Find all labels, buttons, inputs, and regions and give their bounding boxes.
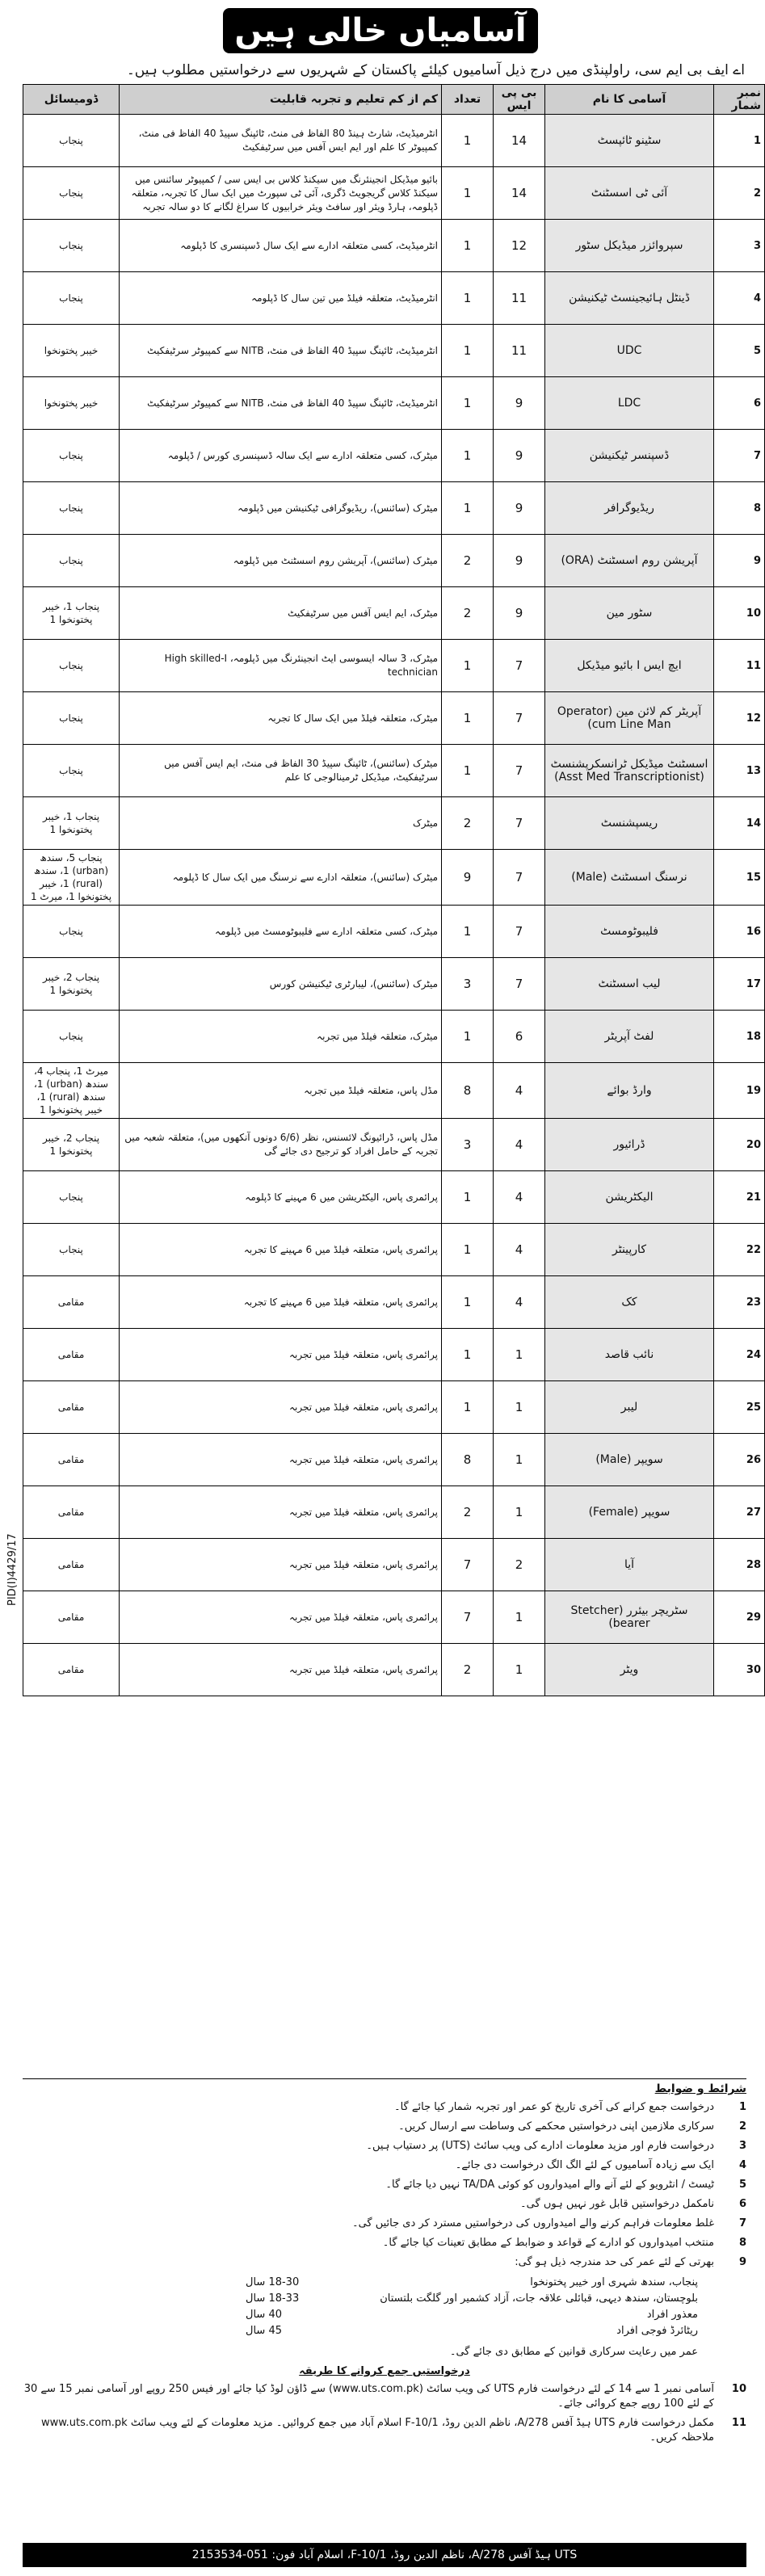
table-row xyxy=(23,1011,765,1063)
age-range: 45 سال xyxy=(246,2325,282,2337)
post-name-cell: سٹینو ٹائپسٹ xyxy=(545,115,714,167)
serial-cell: 21 xyxy=(714,1171,765,1224)
qualification-cell: پرائمری پاس، متعلقہ فیلڈ میں تجربہ xyxy=(120,1486,442,1539)
count-cell: 1 xyxy=(442,325,494,377)
qualification-cell: میٹرک (سائنس)، ٹائپنگ سپیڈ 30 الفاظ فی منٹ، ایم ایس آفس میں سرٹیفکیٹ، میڈیکل ٹرمینالوجی کا علم xyxy=(120,745,442,797)
serial-cell: 19 xyxy=(714,1063,765,1119)
count-cell: 3 xyxy=(442,1119,494,1171)
domicile-cell: پنجاب xyxy=(23,482,120,535)
post-name-cell: آیا xyxy=(545,1539,714,1591)
post-name-cell: الیکٹریشن xyxy=(545,1171,714,1224)
qualification-cell: انٹرمیڈیٹ، ٹائپنگ سپیڈ 40 الفاظ فی منٹ، NITB سے کمپیوٹر سرٹیفکیٹ xyxy=(120,325,442,377)
table-row xyxy=(23,1276,765,1329)
bps-cell: 9 xyxy=(494,587,545,640)
term-item xyxy=(23,2120,746,2134)
bps-cell: 7 xyxy=(494,640,545,692)
qualification-cell: میٹرک، کسی متعلقہ ادارے سے ایک سالہ ڈسپنسری کورس / ڈپلومہ xyxy=(120,430,442,482)
domicile-cell: پنجاب xyxy=(23,906,120,958)
count-cell: 8 xyxy=(442,1063,494,1119)
serial-cell: 27 xyxy=(714,1486,765,1539)
bps-cell: 1 xyxy=(494,1486,545,1539)
table-row xyxy=(23,167,765,220)
table-row xyxy=(23,1434,765,1486)
bps-cell: 4 xyxy=(494,1171,545,1224)
count-cell: 1 xyxy=(442,220,494,272)
domicile-cell: پنجاب 2، خیبر پختونخوا 1 xyxy=(23,958,120,1011)
header-serial: نمبر شمار xyxy=(714,85,765,115)
qualification-cell: میٹرک xyxy=(120,797,442,850)
term-item-text: ایک سے زیادہ آسامیوں کے لئے الگ الگ درخواست دی جائے۔ xyxy=(455,2159,714,2171)
header-domicile: ڈومیسائل xyxy=(23,85,120,115)
qualification-cell: پرائمری پاس، متعلقہ فیلڈ میں تجربہ xyxy=(120,1434,442,1486)
serial-cell: 20 xyxy=(714,1119,765,1171)
term-item-text: منتخب امیدواروں کو ادارے کے قواعد و ضوابط کے مطابق تعینات کیا جائے گا۔ xyxy=(382,2237,714,2249)
term-item xyxy=(23,2158,746,2173)
serial-cell: 22 xyxy=(714,1224,765,1276)
bps-cell: 4 xyxy=(494,1276,545,1329)
bps-cell: 1 xyxy=(494,1591,545,1644)
serial-cell: 1 xyxy=(714,115,765,167)
advertisement-page xyxy=(5,6,761,2569)
count-cell: 2 xyxy=(442,797,494,850)
qualification-cell: میٹرک، کسی متعلقہ ادارے سے فلیبوٹومسٹ میں ڈپلومہ xyxy=(120,906,442,958)
term-item-number: 8 xyxy=(738,2237,746,2249)
qualification-cell: انٹرمیڈیٹ، کسی متعلقہ ادارے سے ایک سال ڈسپنسری کا ڈپلومہ xyxy=(120,220,442,272)
domicile-cell: پنجاب xyxy=(23,1011,120,1063)
table-row xyxy=(23,850,765,906)
vacancies-banner: آسامیاں خالی ہیں xyxy=(223,8,538,53)
domicile-cell: پنجاب 2، خیبر پختونخوا 1 xyxy=(23,1119,120,1171)
count-cell: 1 xyxy=(442,1011,494,1063)
qualification-cell: پرائمری پاس، متعلقہ فیلڈ میں 6 مہینے کا تجربہ xyxy=(120,1276,442,1329)
bps-cell: 7 xyxy=(494,906,545,958)
count-cell: 3 xyxy=(442,958,494,1011)
age-range: 18-30 سال xyxy=(246,2276,300,2288)
table-row xyxy=(23,1644,765,1696)
age-group: بلوچستان، سندھ دیہی، قبائلی علاقہ جات، آزاد کشمیر اور گلگت بلتستان xyxy=(380,2292,698,2305)
bps-cell: 1 xyxy=(494,1381,545,1434)
domicile-cell: خیبر پختونخوا xyxy=(23,377,120,430)
table-row xyxy=(23,482,765,535)
term-item-number: 4 xyxy=(738,2159,746,2171)
qualification-cell: پرائمری پاس، متعلقہ فیلڈ میں تجربہ xyxy=(120,1539,442,1591)
qualification-cell: میٹرک (سائنس)، ریڈیوگرافی ٹیکنیشن میں ڈپلومہ xyxy=(120,482,442,535)
bps-cell: 4 xyxy=(494,1119,545,1171)
term-item xyxy=(23,2178,746,2192)
bps-cell: 6 xyxy=(494,1011,545,1063)
table-row xyxy=(23,1591,765,1644)
serial-cell: 2 xyxy=(714,167,765,220)
domicile-cell: پنجاب 1، خیبر پختونخوا 1 xyxy=(23,587,120,640)
bps-cell: 7 xyxy=(494,745,545,797)
qualification-cell: پرائمری پاس، متعلقہ فیلڈ میں تجربہ xyxy=(120,1591,442,1644)
table-row xyxy=(23,1224,765,1276)
post-name-cell: لیب اسسٹنٹ xyxy=(545,958,714,1011)
pid-reference: PID(I)4429/17 xyxy=(6,1533,19,1606)
serial-cell: 3 xyxy=(714,220,765,272)
serial-cell: 23 xyxy=(714,1276,765,1329)
term-item-text: ٹیسٹ / انٹرویو کے لئے آنے والے امیدواروں کو کوئی TA/DA نہیں دیا جائے گا۔ xyxy=(385,2179,714,2191)
post-name-cell: سویپر (Male) xyxy=(545,1434,714,1486)
bps-cell: 14 xyxy=(494,115,545,167)
term-item-number: 3 xyxy=(738,2140,746,2152)
post-name-cell: ایچ ایس I بائیو میڈیکل xyxy=(545,640,714,692)
qualification-cell: پرائمری پاس، متعلقہ فیلڈ میں تجربہ xyxy=(120,1381,442,1434)
post-name-cell: نرسنگ اسسٹنٹ (Male) xyxy=(545,850,714,906)
age-group: معذور افراد xyxy=(646,2309,698,2321)
serial-cell: 17 xyxy=(714,958,765,1011)
bps-cell: 11 xyxy=(494,272,545,325)
post-name-cell: لیبر xyxy=(545,1381,714,1434)
qualification-cell: مڈل پاس، متعلقہ فیلڈ میں تجربہ xyxy=(120,1063,442,1119)
serial-cell: 6 xyxy=(714,377,765,430)
serial-cell: 8 xyxy=(714,482,765,535)
terms-list xyxy=(23,2100,746,2270)
header-count: تعداد xyxy=(442,85,494,115)
age-limits xyxy=(23,2275,698,2339)
count-cell: 1 xyxy=(442,1329,494,1381)
count-cell: 2 xyxy=(442,1644,494,1696)
qualification-cell: انٹرمیڈیٹ، ٹائپنگ سپیڈ 40 الفاظ فی منٹ، NITB سے کمپیوٹر سرٹیفکیٹ xyxy=(120,377,442,430)
vacancies-table xyxy=(23,84,765,1696)
post-name-cell: ڈینٹل ہائیجینسٹ ٹیکنیشن xyxy=(545,272,714,325)
apply-item-number: 10 xyxy=(731,2383,746,2395)
qualification-cell: میٹرک (سائنس)، متعلقہ ادارے سے نرسنگ میں ایک سال کا ڈپلومہ xyxy=(120,850,442,906)
count-cell: 1 xyxy=(442,115,494,167)
term-item-number: 2 xyxy=(738,2120,746,2133)
apply-item-number: 11 xyxy=(731,2417,746,2429)
table-row xyxy=(23,640,765,692)
post-name-cell: سپروائزر میڈیکل سٹور xyxy=(545,220,714,272)
table-row xyxy=(23,115,765,167)
post-name-cell: ڈرائیور xyxy=(545,1119,714,1171)
serial-cell: 18 xyxy=(714,1011,765,1063)
serial-cell: 4 xyxy=(714,272,765,325)
qualification-cell: پرائمری پاس، متعلقہ فیلڈ میں تجربہ xyxy=(120,1329,442,1381)
apply-item xyxy=(23,2416,746,2445)
post-name-cell: لفٹ آپریٹر xyxy=(545,1011,714,1063)
term-item-number: 7 xyxy=(738,2217,746,2229)
post-name-cell: آئی ٹی اسسٹنٹ xyxy=(545,167,714,220)
post-name-cell: فلیبوٹومسٹ xyxy=(545,906,714,958)
post-name-cell: ڈسپنسر ٹیکنیشن xyxy=(545,430,714,482)
age-note: عمر میں رعایت سرکاری قوانین کے مطابق دی جائے گی۔ xyxy=(449,2346,698,2358)
qualification-cell: میٹرک (سائنس)، آپریشن روم اسسٹنٹ میں ڈپلومہ xyxy=(120,535,442,587)
term-item xyxy=(23,2197,746,2212)
serial-cell: 16 xyxy=(714,906,765,958)
count-cell: 1 xyxy=(442,1224,494,1276)
serial-cell: 13 xyxy=(714,745,765,797)
domicile-cell: پنجاب xyxy=(23,272,120,325)
post-name-cell: سویپر (Female) xyxy=(545,1486,714,1539)
serial-cell: 24 xyxy=(714,1329,765,1381)
count-cell: 1 xyxy=(442,745,494,797)
table-header-row xyxy=(23,85,765,115)
term-item xyxy=(23,2139,746,2154)
count-cell: 1 xyxy=(442,272,494,325)
count-cell: 1 xyxy=(442,430,494,482)
domicile-cell: مقامی xyxy=(23,1329,120,1381)
apply-list xyxy=(23,2382,746,2445)
term-item-number: 5 xyxy=(738,2179,746,2191)
qualification-cell: میٹرک، ایم ایس آفس میں سرٹیفکیٹ xyxy=(120,587,442,640)
bps-cell: 7 xyxy=(494,797,545,850)
qualification-cell: میٹرک، 3 سالہ ایسوسی ایٹ انجینئرنگ میں ڈپلومہ، High skilled-I technician xyxy=(120,640,442,692)
count-cell: 7 xyxy=(442,1539,494,1591)
header-post-name: آسامی کا نام xyxy=(545,85,714,115)
serial-cell: 9 xyxy=(714,535,765,587)
table-row xyxy=(23,272,765,325)
bps-cell: 1 xyxy=(494,1644,545,1696)
domicile-cell: پنجاب xyxy=(23,640,120,692)
serial-cell: 11 xyxy=(714,640,765,692)
domicile-cell: پنجاب 5، سندھ (urban) 1، سندھ (rural) 1، خیبر پختونخوا 1، میرٹ 1 xyxy=(23,850,120,906)
domicile-cell: پنجاب xyxy=(23,1224,120,1276)
term-item-text: غلط معلومات فراہم کرنے والے امیدواروں کی درخواستیں مسترد کر دی جائیں گی۔ xyxy=(351,2217,714,2229)
age-range: 40 سال xyxy=(246,2309,282,2321)
serial-cell: 29 xyxy=(714,1591,765,1644)
bps-cell: 1 xyxy=(494,1329,545,1381)
table-row xyxy=(23,1486,765,1539)
post-name-cell: LDC xyxy=(545,377,714,430)
term-item xyxy=(23,2217,746,2231)
count-cell: 9 xyxy=(442,850,494,906)
age-group: ریٹائرڈ فوجی افراد xyxy=(616,2325,698,2337)
table-row xyxy=(23,587,765,640)
bps-cell: 9 xyxy=(494,482,545,535)
serial-cell: 10 xyxy=(714,587,765,640)
term-item-text: نامکمل درخواستیں قابل غور نہیں ہوں گی۔ xyxy=(520,2198,714,2210)
term-item xyxy=(23,2100,746,2115)
age-group: پنجاب، سندھ شہری اور خیبر پختونخوا xyxy=(530,2276,698,2288)
bps-cell: 9 xyxy=(494,377,545,430)
apply-item xyxy=(23,2382,746,2411)
term-item-number: 6 xyxy=(738,2198,746,2210)
domicile-cell: پنجاب xyxy=(23,535,120,587)
intro-text: اے ایف بی ایم سی، راولپنڈی میں درج ذیل آسامیوں کیلئے پاکستان کے شہریوں سے درخواستیں مطلوب ہیں۔ xyxy=(126,62,745,78)
qualification-cell: پرائمری پاس، الیکٹریشن میں 6 مہینے کا ڈپلومہ xyxy=(120,1171,442,1224)
table-row xyxy=(23,745,765,797)
domicile-cell: پنجاب xyxy=(23,220,120,272)
bps-cell: 7 xyxy=(494,958,545,1011)
bps-cell: 14 xyxy=(494,167,545,220)
count-cell: 1 xyxy=(442,1171,494,1224)
count-cell: 1 xyxy=(442,640,494,692)
post-name-cell: سٹریچر بیئرر (Stetcher bearer) xyxy=(545,1591,714,1644)
header-bps: بی پی ایس xyxy=(494,85,545,115)
post-name-cell: UDC xyxy=(545,325,714,377)
table-row xyxy=(23,1329,765,1381)
serial-cell: 5 xyxy=(714,325,765,377)
post-name-cell: ریسپشنسٹ xyxy=(545,797,714,850)
count-cell: 2 xyxy=(442,587,494,640)
table-row xyxy=(23,692,765,745)
count-cell: 1 xyxy=(442,482,494,535)
qualification-cell: پرائمری پاس، متعلقہ فیلڈ میں تجربہ xyxy=(120,1644,442,1696)
qualification-cell: مڈل پاس، ڈرائیونگ لائسنس، نظر (6/6 دونوں آنکھوں میں)، متعلقہ شعبہ میں تجربہ کے حامل افراد کو ترجیح دی جائے گی xyxy=(120,1119,442,1171)
domicile-cell: مقامی xyxy=(23,1276,120,1329)
post-name-cell: اسسٹنٹ میڈیکل ٹرانسکرپشنسٹ (Asst Med Transcriptionist) xyxy=(545,745,714,797)
bps-cell: 12 xyxy=(494,220,545,272)
domicile-cell: مقامی xyxy=(23,1591,120,1644)
terms-section xyxy=(23,2078,746,2450)
bps-cell: 11 xyxy=(494,325,545,377)
table-row xyxy=(23,1171,765,1224)
post-name-cell: آپریشن روم اسسٹنٹ (ORA) xyxy=(545,535,714,587)
domicile-cell: پنجاب 1، خیبر پختونخوا 1 xyxy=(23,797,120,850)
table-row xyxy=(23,1063,765,1119)
post-name-cell: کارپینٹر xyxy=(545,1224,714,1276)
bps-cell: 2 xyxy=(494,1539,545,1591)
qualification-cell: انٹرمیڈیٹ، شارٹ ہینڈ 80 الفاظ فی منٹ، ٹائپنگ سپیڈ 40 الفاظ فی منٹ، کمپیوٹر کا علم اور ایم ایس آفس میں سرٹیفکیٹ xyxy=(120,115,442,167)
age-range: 18-33 سال xyxy=(246,2292,300,2305)
count-cell: 1 xyxy=(442,377,494,430)
serial-cell: 30 xyxy=(714,1644,765,1696)
table-body xyxy=(23,115,765,1696)
post-name-cell: نائب قاصد xyxy=(545,1329,714,1381)
bps-cell: 9 xyxy=(494,430,545,482)
post-name-cell: ریڈیوگرافر xyxy=(545,482,714,535)
domicile-cell: پنجاب xyxy=(23,1171,120,1224)
table-row xyxy=(23,1539,765,1591)
count-cell: 2 xyxy=(442,1486,494,1539)
terms-heading: شرائط و ضوابط xyxy=(654,2082,746,2095)
domicile-cell: میرٹ 1، پنجاب 4، سندھ (urban) 1، سندھ (rural) 1، خیبر پختونخوا 1 xyxy=(23,1063,120,1119)
term-item xyxy=(23,2255,746,2270)
age-limit-row xyxy=(246,2275,698,2291)
table-row xyxy=(23,1119,765,1171)
serial-cell: 25 xyxy=(714,1381,765,1434)
term-item-text: درخواست جمع کرانے کی آخری تاریخ کو عمر اور تجربہ شمار کیا جائے گا۔ xyxy=(393,2101,714,2113)
domicile-cell: مقامی xyxy=(23,1434,120,1486)
term-item-number: 9 xyxy=(738,2256,746,2268)
domicile-cell: خیبر پختونخوا xyxy=(23,325,120,377)
qualification-cell: میٹرک، متعلقہ فیلڈ میں تجربہ xyxy=(120,1011,442,1063)
qualification-cell: میٹرک (سائنس)، لیبارٹری ٹیکنیشن کورس xyxy=(120,958,442,1011)
count-cell: 2 xyxy=(442,535,494,587)
bps-cell: 7 xyxy=(494,692,545,745)
serial-cell: 26 xyxy=(714,1434,765,1486)
domicile-cell: مقامی xyxy=(23,1539,120,1591)
term-item-number: 1 xyxy=(738,2101,746,2113)
serial-cell: 28 xyxy=(714,1539,765,1591)
domicile-cell: پنجاب xyxy=(23,167,120,220)
count-cell: 1 xyxy=(442,906,494,958)
domicile-cell: مقامی xyxy=(23,1381,120,1434)
table-row xyxy=(23,797,765,850)
serial-cell: 15 xyxy=(714,850,765,906)
qualification-cell: انٹرمیڈیٹ، متعلقہ فیلڈ میں تین سال کا ڈپلومہ xyxy=(120,272,442,325)
table-row xyxy=(23,377,765,430)
serial-cell: 7 xyxy=(714,430,765,482)
count-cell: 1 xyxy=(442,692,494,745)
table-row xyxy=(23,430,765,482)
post-name-cell: وارڈ بوائے xyxy=(545,1063,714,1119)
bps-cell: 1 xyxy=(494,1434,545,1486)
term-item-text: بھرتی کے لئے عمر کی حد مندرجہ ذیل ہو گی: xyxy=(515,2256,714,2268)
post-name-cell: سٹور مین xyxy=(545,587,714,640)
qualification-cell: بائیو میڈیکل انجینئرنگ میں سیکنڈ کلاس بی ایس سی / کمپیوٹر سائنس میں سیکنڈ کلاس گریجویٹ ڈگری، آئی ٹی سپورٹ میں ایک سال کا تجربہ، متعلقہ ڈپلومہ، ہارڈ ویئر اور سافٹ ویئر خرابیوں کا سراغ لگانے کا دو سالہ تجربہ xyxy=(120,167,442,220)
table-row xyxy=(23,1381,765,1434)
serial-cell: 14 xyxy=(714,797,765,850)
table-row xyxy=(23,220,765,272)
post-name-cell: کک xyxy=(545,1276,714,1329)
age-limit-row xyxy=(246,2323,698,2339)
domicile-cell: پنجاب xyxy=(23,745,120,797)
count-cell: 8 xyxy=(442,1434,494,1486)
domicile-cell: پنجاب xyxy=(23,692,120,745)
age-limit-row xyxy=(246,2291,698,2307)
apply-heading: درخواستیں جمع کروانے کا طریقہ xyxy=(299,2365,470,2377)
bps-cell: 7 xyxy=(494,850,545,906)
count-cell: 1 xyxy=(442,167,494,220)
count-cell: 1 xyxy=(442,1276,494,1329)
table-row xyxy=(23,535,765,587)
term-item xyxy=(23,2236,746,2250)
post-name-cell: ویٹر xyxy=(545,1644,714,1696)
table-row xyxy=(23,958,765,1011)
age-limit-row xyxy=(246,2307,698,2323)
term-item-text: سرکاری ملازمین اپنی درخواستیں محکمے کی وساطت سے ارسال کریں۔ xyxy=(398,2120,714,2133)
header-qualification: کم از کم تعلیم و تجربہ قابلیت xyxy=(120,85,442,115)
apply-item-text: آسامی نمبر 1 سے 14 کے لئے درخواست فارم UTS کی ویب سائٹ (www.uts.com.pk) سے ڈاؤن لوڈ کیا جائے اور فیس 250 روپے اور آسامی نمبر 15 سے 30 کے لئے 100 روپے جمع کروائی جائے۔ xyxy=(23,2383,714,2410)
bps-cell: 4 xyxy=(494,1063,545,1119)
domicile-cell: پنجاب xyxy=(23,430,120,482)
domicile-cell: پنجاب xyxy=(23,115,120,167)
table-row xyxy=(23,325,765,377)
qualification-cell: پرائمری پاس، متعلقہ فیلڈ میں 6 مہینے کا تجربہ xyxy=(120,1224,442,1276)
table-row xyxy=(23,906,765,958)
bps-cell: 9 xyxy=(494,535,545,587)
domicile-cell: مقامی xyxy=(23,1644,120,1696)
term-item-text: درخواست فارم اور مزید معلومات ادارے کی ویب سائٹ (UTS) پر دستیاب ہیں۔ xyxy=(366,2140,714,2152)
serial-cell: 12 xyxy=(714,692,765,745)
post-name-cell: آپریٹر کم لائن مین (Operator cum Line Man) xyxy=(545,692,714,745)
domicile-cell: مقامی xyxy=(23,1486,120,1539)
apply-item-text: مکمل درخواست فارم UTS ہیڈ آفس 278/A، ناظم الدین روڈ، F-10/1 اسلام آباد میں جمع کروائیں۔ مزید معلومات کے لئے ویب سائٹ www.uts.com.pk ملاحظہ کریں۔ xyxy=(40,2417,714,2444)
count-cell: 1 xyxy=(442,1381,494,1434)
count-cell: 7 xyxy=(442,1591,494,1644)
footer-contact: UTS ہیڈ آفس 278/A، ناظم الدین روڈ، F-10/1، اسلام آباد فون: 051-2153534 xyxy=(23,2543,746,2567)
qualification-cell: میٹرک، متعلقہ فیلڈ میں ایک سال کا تجربہ xyxy=(120,692,442,745)
bps-cell: 4 xyxy=(494,1224,545,1276)
